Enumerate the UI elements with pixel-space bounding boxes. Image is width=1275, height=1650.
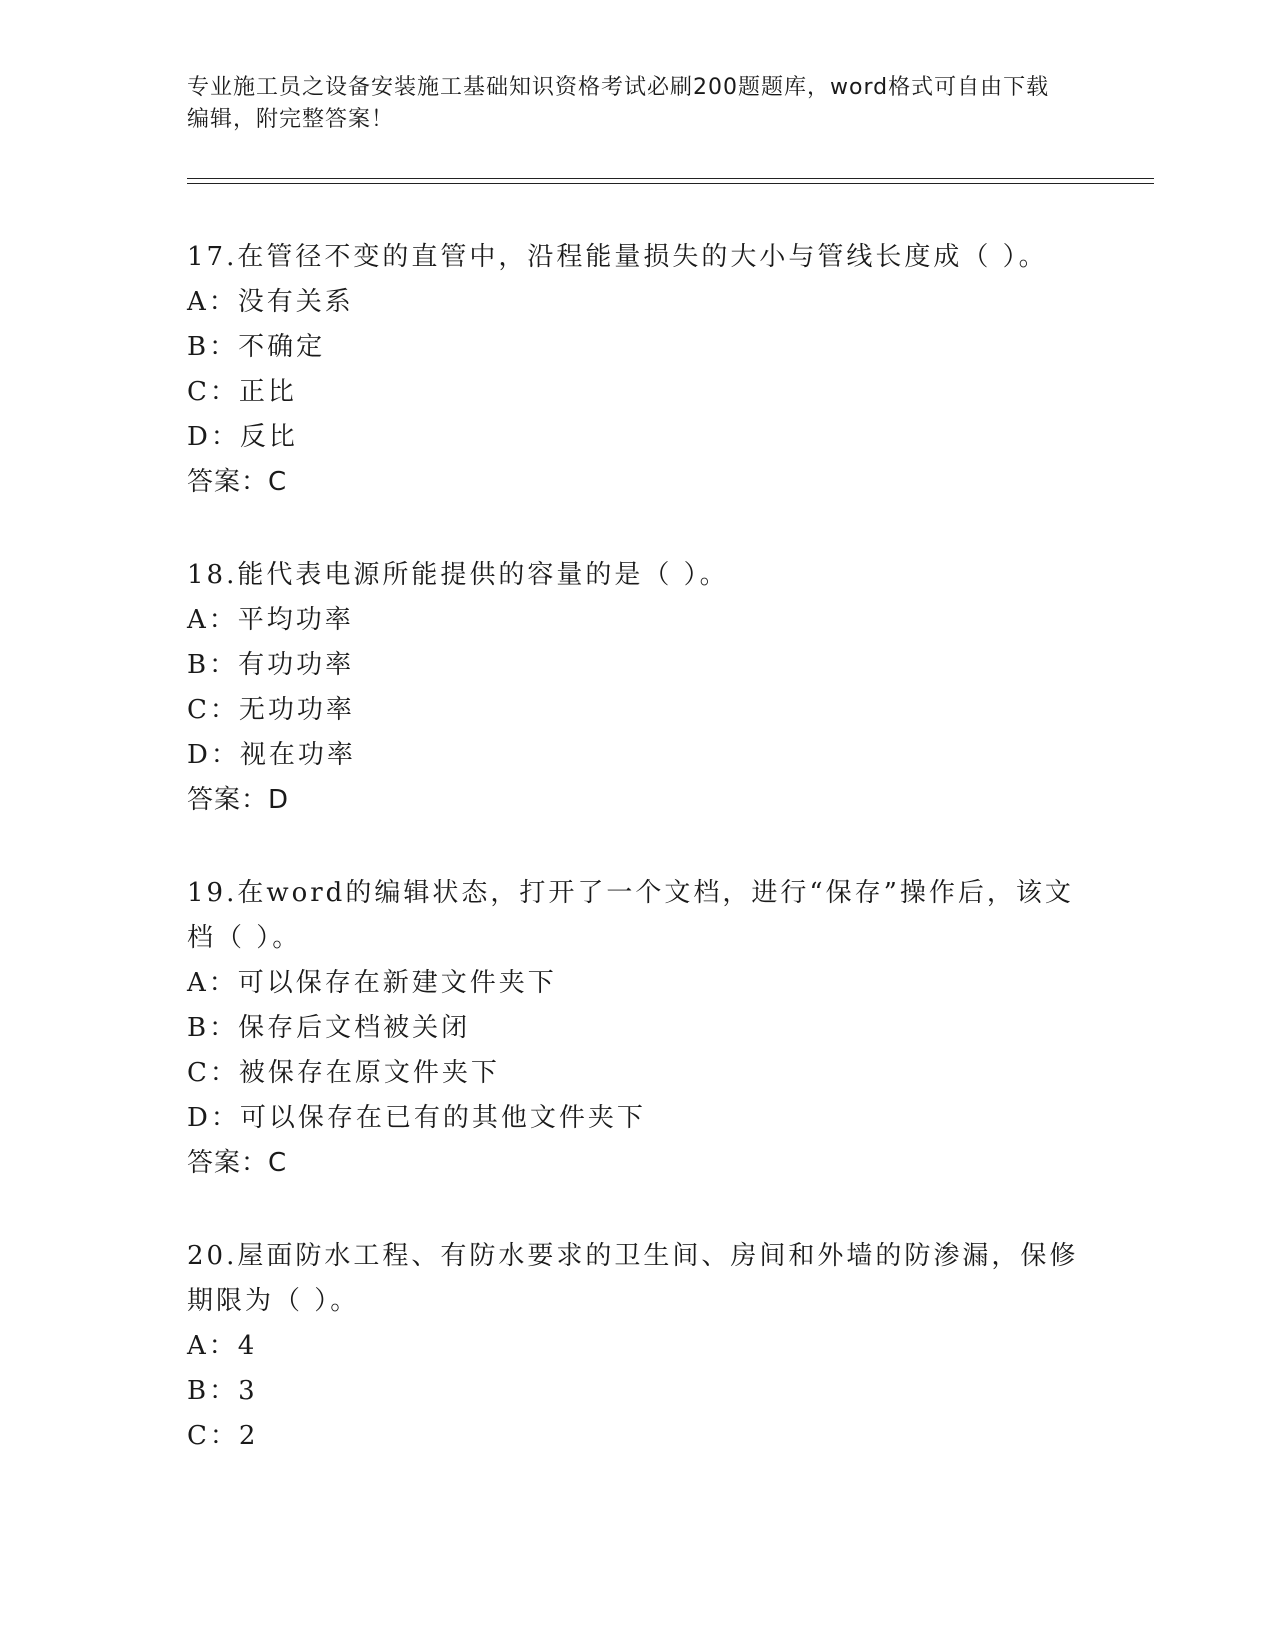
question-20 bbox=[187, 1234, 1087, 1459]
option-d: D：视在功率 bbox=[187, 740, 356, 770]
option-d: D：反比 bbox=[187, 422, 298, 452]
option-c: C：被保存在原文件夹下 bbox=[187, 1058, 500, 1088]
option-d: D：可以保存在已有的其他文件夹下 bbox=[187, 1103, 646, 1133]
question-18 bbox=[187, 553, 1087, 823]
option-b: B：不确定 bbox=[187, 332, 326, 362]
option-b: B：保存后文档被关闭 bbox=[187, 1013, 471, 1043]
option-c: C：2 bbox=[187, 1421, 259, 1451]
question-17 bbox=[187, 235, 1087, 505]
header-divider-bottom bbox=[187, 183, 1154, 184]
option-a: A：4 bbox=[187, 1331, 258, 1361]
answer-line: 答案：D bbox=[187, 785, 290, 815]
header-text: 专业施工员之设备安装施工基础知识资格考试必刷200题题库，word格式可自由下载编辑，附完整答案！ bbox=[187, 75, 1050, 132]
option-c: C：正比 bbox=[187, 377, 297, 407]
option-a: A：平均功率 bbox=[187, 605, 354, 635]
option-b: B：3 bbox=[187, 1376, 258, 1406]
question-stem: 18.能代表电源所能提供的容量的是（ ）。 bbox=[187, 560, 729, 590]
option-c: C：无功功率 bbox=[187, 695, 355, 725]
question-stem: 17.在管径不变的直管中，沿程能量损失的大小与管线长度成（ ）。 bbox=[187, 242, 1048, 272]
question-stem: 19.在word的编辑状态，打开了一个文档，进行“保存”操作后，该文档（ ）。 bbox=[187, 878, 1074, 953]
option-b: B：有功功率 bbox=[187, 650, 355, 680]
header-divider-top bbox=[187, 178, 1154, 179]
option-a: A：没有关系 bbox=[187, 287, 354, 317]
answer-line: 答案：C bbox=[187, 1148, 288, 1178]
question-19 bbox=[187, 871, 1087, 1186]
answer-line: 答案：C bbox=[187, 467, 288, 497]
question-stem: 20.屋面防水工程、有防水要求的卫生间、房间和外墙的防渗漏，保修期限为（ ）。 bbox=[187, 1241, 1079, 1316]
document-header bbox=[187, 72, 1067, 136]
option-a: A：可以保存在新建文件夹下 bbox=[187, 968, 557, 998]
